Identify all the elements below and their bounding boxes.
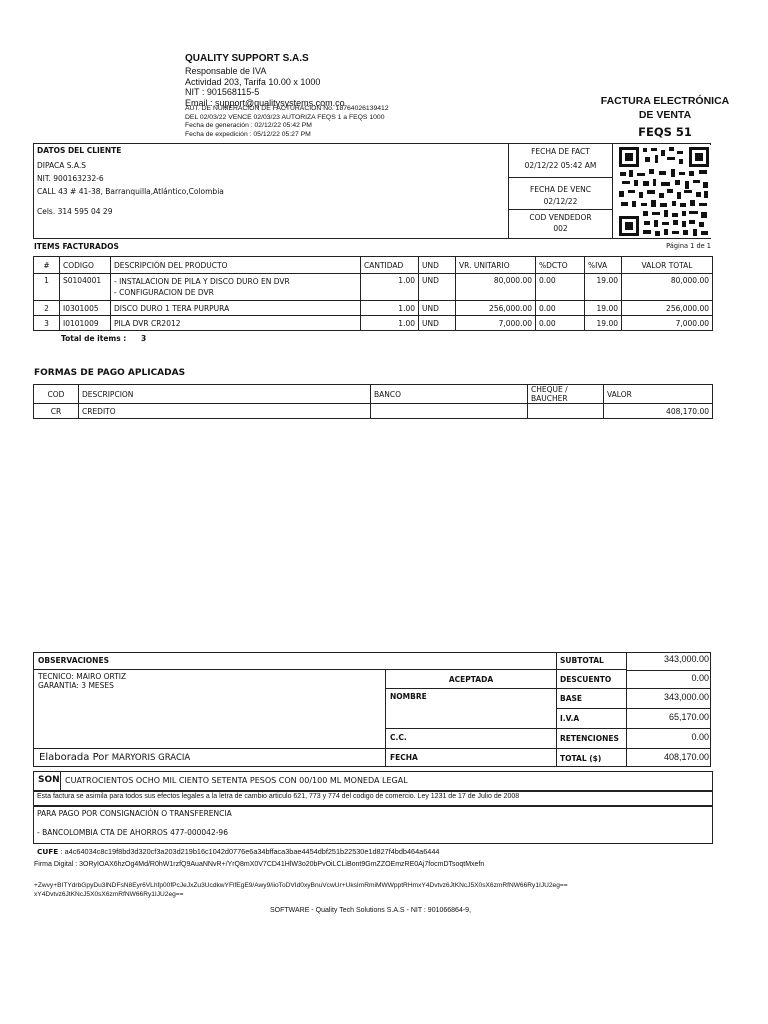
row-description: DISCO DURO 1 TERA PURPURA	[111, 301, 361, 316]
row-unit: UND	[419, 316, 456, 331]
row-discount: 0.00	[536, 316, 585, 331]
cufe	[37, 847, 439, 856]
iva-value: 65,170.00	[668, 712, 709, 722]
col-header: DESCRIPCIÓN DEL PRODUCTO	[111, 257, 361, 274]
invoice-title-line2: DE VENTA	[638, 109, 692, 121]
col-header: UND	[419, 257, 456, 274]
items-total-value: 3	[141, 334, 147, 343]
row-unit: UND	[419, 301, 456, 316]
observation-line: TECNICO: MAIRO ORTIZ	[38, 672, 127, 681]
payment-bank	[371, 404, 528, 419]
auth-line: Fecha de expedición : 05/12/22 05:27 PM	[185, 130, 311, 138]
col-header: VALOR	[604, 385, 713, 404]
col-header: DESCRIPCION	[79, 385, 371, 404]
invoice-title-line1: FACTURA ELECTRÓNICA	[600, 95, 730, 107]
auth-line: Fecha de generación : 02/12/22 05:42 PM	[185, 122, 312, 130]
date-label: FECHA	[390, 753, 418, 762]
row-qty: 1.00	[361, 274, 419, 301]
legal-text: Esta factura se asimila para todos sus efectos legales a la letra de cambio articulo 621, 773 y 774 del codigo de comercio. Ley 1231 de 17 de Julio de 2008	[37, 793, 520, 800]
payment-header: FORMAS DE PAGO APLICADAS	[34, 368, 186, 378]
date-fact-value: 02/12/22 05:42 AM	[524, 161, 597, 170]
date-venc-value: 02/12/22	[543, 197, 578, 206]
row-description	[111, 274, 361, 301]
vendor-code-label: COD VENDEDOR	[529, 213, 592, 222]
cufe-label: CUFE	[37, 847, 59, 856]
items-total-label: Total de items :	[61, 334, 127, 343]
invoice-number: FEQS 51	[638, 125, 692, 139]
retentions-label: RETENCIONES	[560, 734, 619, 743]
row-qty: 1.00	[361, 316, 419, 331]
iva-label: I.V.A	[560, 714, 580, 723]
col-header: CHEQUE / BAUCHER	[528, 385, 604, 404]
client-header: DATOS DEL CLIENTE	[37, 146, 122, 155]
cc-label: C.C.	[390, 733, 407, 742]
discount-label: DESCUENTO	[560, 675, 612, 684]
retentions-value: 0.00	[691, 732, 709, 742]
row-number: 2	[34, 301, 60, 316]
authorization-info	[185, 105, 389, 139]
row-code: I0101009	[60, 316, 111, 331]
hash-line: +Zwvy+BITYdrbGpyDu3lNDFsN8Eyr6VLhfp00fPcJeJxZu3UcdkwYFlfEgE9/Awy9/iioToDVId0xyBnuVcwUr+UksImRmiMWWpptRHmxY4Dvtvz6JtKNcJ5X0sX6zmRfNW66Ry1IJU2eg==	[34, 882, 568, 889]
observations-label: OBSERVACIONES	[38, 656, 109, 665]
discount-value: 0.00	[691, 673, 709, 683]
col-header: BANCO	[371, 385, 528, 404]
table-row	[34, 404, 713, 419]
payment-cheque	[528, 404, 604, 419]
digital-signature: Firma Digital : 3ORyIOAX6hzOg4Md/R0hW1rzfQ9AuaNNvR+/YrQ8mX0V7CD41HlW3o20bPvOiLCLiBont9GmZZOEmzRE0Aj7focmDTsoqtMxefn	[34, 861, 485, 868]
client-address: CALL 43 # 41-38, Barranquilla,Atlántico,Colombia	[37, 187, 224, 196]
items-header: ITEMS FACTURADOS	[34, 242, 119, 251]
client-name: DIPACA S.A.S	[37, 161, 87, 170]
prepared-by-label: Elaborada Por	[39, 752, 109, 763]
col-header: VALOR TOTAL	[622, 257, 713, 274]
accepted-label: ACEPTADA	[448, 675, 494, 684]
company-line: Email : support@qualitysystems.com.co	[185, 97, 345, 108]
row-number: 3	[34, 316, 60, 331]
row-iva: 19.00	[585, 301, 622, 316]
invoice-title	[590, 94, 740, 122]
row-unit: UND	[419, 274, 456, 301]
amount-words-label: SON	[38, 775, 60, 785]
table-row	[34, 274, 713, 301]
items-table	[33, 256, 713, 331]
row-unit-price: 80,000.00	[456, 274, 536, 301]
hash-line: xY4Dvtvz6JtKNcJ5X0sX6zmRfNW66Ry1IJU2eg==	[34, 891, 184, 898]
qr-code-icon	[617, 145, 711, 238]
hash-text	[34, 881, 568, 899]
row-discount: 0.00	[536, 274, 585, 301]
payment-desc: CREDITO	[79, 404, 371, 419]
company-name: QUALITY SUPPORT S.A.S	[185, 53, 309, 64]
consignment-line1: PARA PAGO POR CONSIGNACIÓN O TRANSFERENCIA	[37, 809, 232, 818]
company-line: Actividad 203, Tarifa 10.00 x 1000	[185, 76, 321, 87]
items-header-row	[34, 257, 713, 274]
col-header: VR. UNITARIO	[456, 257, 536, 274]
amount-words-text: CUATROCIENTOS OCHO MIL CIENTO SETENTA PESOS CON 00/100 ML MONEDA LEGAL	[65, 776, 408, 785]
row-description-line: - INSTALACION DE PILA Y DISCO DURO EN DVR	[114, 277, 290, 286]
client-phone: Cels. 314 595 04 29	[37, 207, 113, 216]
base-label: BASE	[560, 694, 583, 703]
total-value: 408,170.00	[663, 752, 709, 762]
payment-value: 408,170.00	[604, 404, 713, 419]
table-row	[34, 301, 713, 316]
client-nit: NIT. 900163232-6	[37, 174, 104, 183]
col-header: CANTIDAD	[361, 257, 419, 274]
observations-text	[38, 672, 126, 690]
total-label: TOTAL ($)	[560, 754, 602, 763]
row-total: 7,000.00	[622, 316, 713, 331]
vendor-code-value: 002	[553, 224, 568, 233]
base-value: 343,000.00	[663, 692, 709, 702]
col-header: COD	[34, 385, 79, 404]
payment-cod: CR	[34, 404, 79, 419]
row-description-line: - CONFIGURACION DE DVR	[114, 288, 214, 297]
company-line: Responsable de IVA	[185, 66, 267, 76]
company-info	[185, 66, 345, 108]
name-label: NOMBRE	[390, 692, 427, 701]
row-total: 80,000.00	[622, 274, 713, 301]
auth-line: DEL 02/03/22 VENCE 02/03/23 AUTORIZA FEQS 1 a FEQS 1000	[185, 113, 385, 121]
payment-header-row	[34, 385, 713, 404]
row-unit-price: 7,000.00	[456, 316, 536, 331]
row-code: I0301005	[60, 301, 111, 316]
cufe-value: : a4c64034c8c19f8bd3d320cf3a203d219b16c1042d0776e6a34bffaca3bae4454dbf251b22530e1d827f4bdb464a6444	[60, 847, 440, 856]
subtotal-label: SUBTOTAL	[560, 656, 604, 665]
col-header: %IVA	[585, 257, 622, 274]
row-iva: 19.00	[585, 316, 622, 331]
subtotal-value: 343,000.00	[663, 654, 709, 664]
col-header: #	[34, 257, 60, 274]
auth-line: AUT. DE NUMERACION DE FACTURACION No. 18764026139412	[185, 105, 389, 112]
company-line: NIT : 901568115-5	[185, 87, 260, 97]
payment-table	[33, 384, 713, 419]
page-indicator: Página 1 de 1	[666, 242, 711, 250]
row-number: 1	[34, 274, 60, 301]
row-discount: 0.00	[536, 301, 585, 316]
date-fact-label: FECHA DE FACT	[531, 147, 590, 156]
row-qty: 1.00	[361, 301, 419, 316]
consignment-line2: - BANCOLOMBIA CTA DE AHORROS 477-000042-96	[37, 828, 228, 837]
observation-line: GARANTIA: 3 MESES	[38, 681, 114, 690]
col-header: CODIGO	[60, 257, 111, 274]
row-unit-price: 256,000.00	[456, 301, 536, 316]
row-iva: 19.00	[585, 274, 622, 301]
prepared-by-value: MARYORIS GRACIA	[111, 753, 191, 763]
software-footer: SOFTWARE - Quality Tech Solutions S.A.S - NIT : 901066864-9,	[270, 907, 472, 914]
row-code: S0104001	[60, 274, 111, 301]
table-row	[34, 316, 713, 331]
row-description: PILA DVR CR2012	[111, 316, 361, 331]
col-header: %DCTO	[536, 257, 585, 274]
prepared-by	[39, 752, 190, 763]
row-total: 256,000.00	[622, 301, 713, 316]
date-venc-label: FECHA DE VENC	[529, 185, 592, 194]
